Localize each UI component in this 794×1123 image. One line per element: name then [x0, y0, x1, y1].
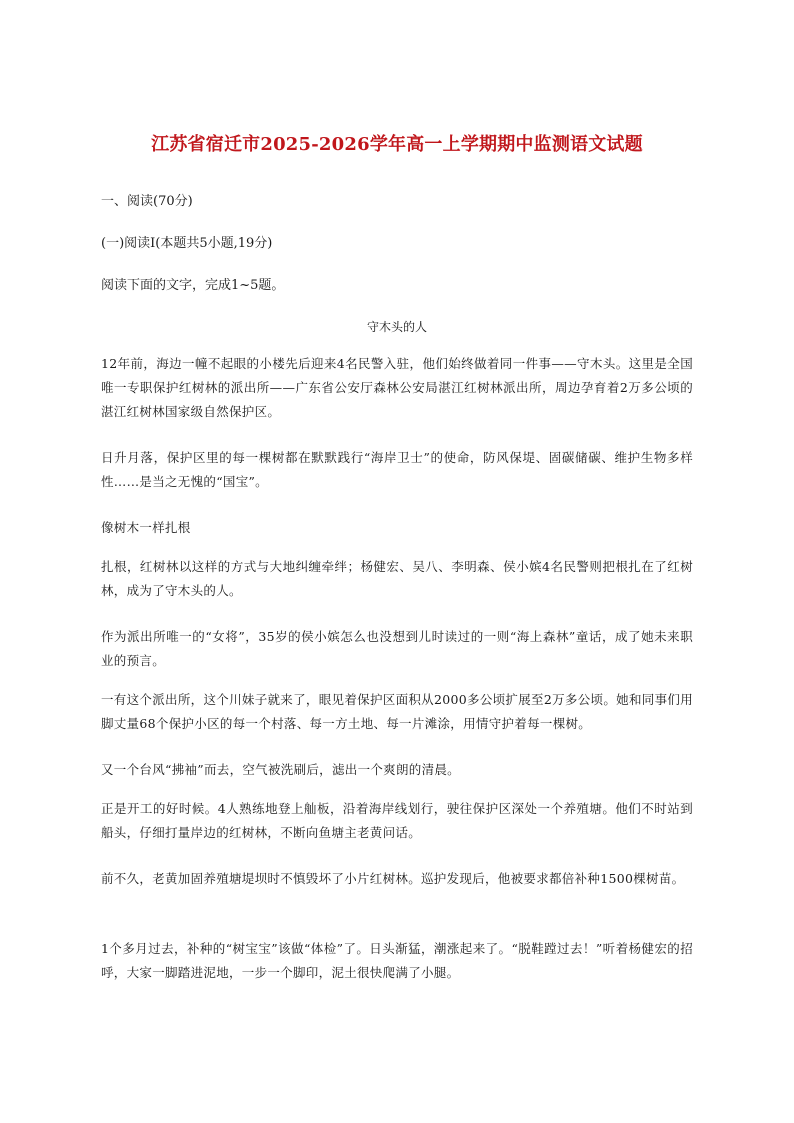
document-title: 江苏省宿迁市2025-2026学年高一上学期期中监测语文试题 — [151, 134, 643, 155]
paragraph: 一有这个派出所，这个川妹子就来了，眼见着保护区面积从2000多公顷扩展至2万多公顷。她和同事们用脚丈量68个保护小区的每一个村落、每一方土地、每一片滩涂，用情守护着每一棵树。 — [101, 692, 693, 731]
subheading: 像树木一样扎根 — [101, 520, 191, 535]
paragraph: 正是开工的好时候。4人熟练地登上舢板，沿着海岸线划行，驶往保护区深处一个养殖塘。他们不时站到船头，仔细打量岸边的红树林，不断向鱼塘主老黄问话。 — [101, 801, 693, 840]
subsection-heading: (一)阅读Ⅰ(本题共5小题,19分) — [101, 236, 273, 251]
paragraph: 前不久，老黄加固养殖塘堤坝时不慎毁坏了小片红树林。巡护发现后，他被要求都倍补种1500棵树苗。 — [101, 871, 685, 886]
section-heading: 一、阅读(70分) — [101, 194, 193, 209]
paragraph: 12年前，海边一幢不起眼的小楼先后迎来4名民警入驻，他们始终做着同一件事——守木头。这里是全国唯一专职保护红树林的派出所——广东省公安厅森林公安局湛江红树林派出所，周边孕育着2万多公顷的湛江红树林国家级自然保护区。 — [101, 356, 693, 419]
paragraph: 作为派出所唯一的“女将”，35岁的侯小嫔怎么也没想到儿时读过的一则“海上森林”童话，成了她未来职业的预言。 — [101, 629, 693, 668]
paragraph: 1个多月过去，补种的“树宝宝”该做“体检”了。日头渐猛，潮涨起来了。“脱鞋蹚过去！”听着杨健宏的招呼，大家一脚踏进泥地，一步一个脚印，泥土很快爬满了小腿。 — [101, 941, 693, 980]
reading-instruction: 阅读下面的文字，完成1~5题。 — [101, 278, 285, 293]
paragraph: 又一个台风“拂袖”而去，空气被洗刷后，滤出一个爽朗的清晨。 — [101, 762, 460, 777]
paragraph: 日升月落，保护区里的每一棵树都在默默践行“海岸卫士”的使命，防风保堤、固碳储碳、维护生物多样性……是当之无愧的“国宝”。 — [101, 450, 693, 489]
article-title: 守木头的人 — [366, 320, 427, 334]
paragraph: 扎根，红树林以这样的方式与大地纠缠牵绊；杨健宏、吴八、李明森、侯小嫔4名民警则把根扎在了红树林，成为了守木头的人。 — [101, 559, 693, 598]
